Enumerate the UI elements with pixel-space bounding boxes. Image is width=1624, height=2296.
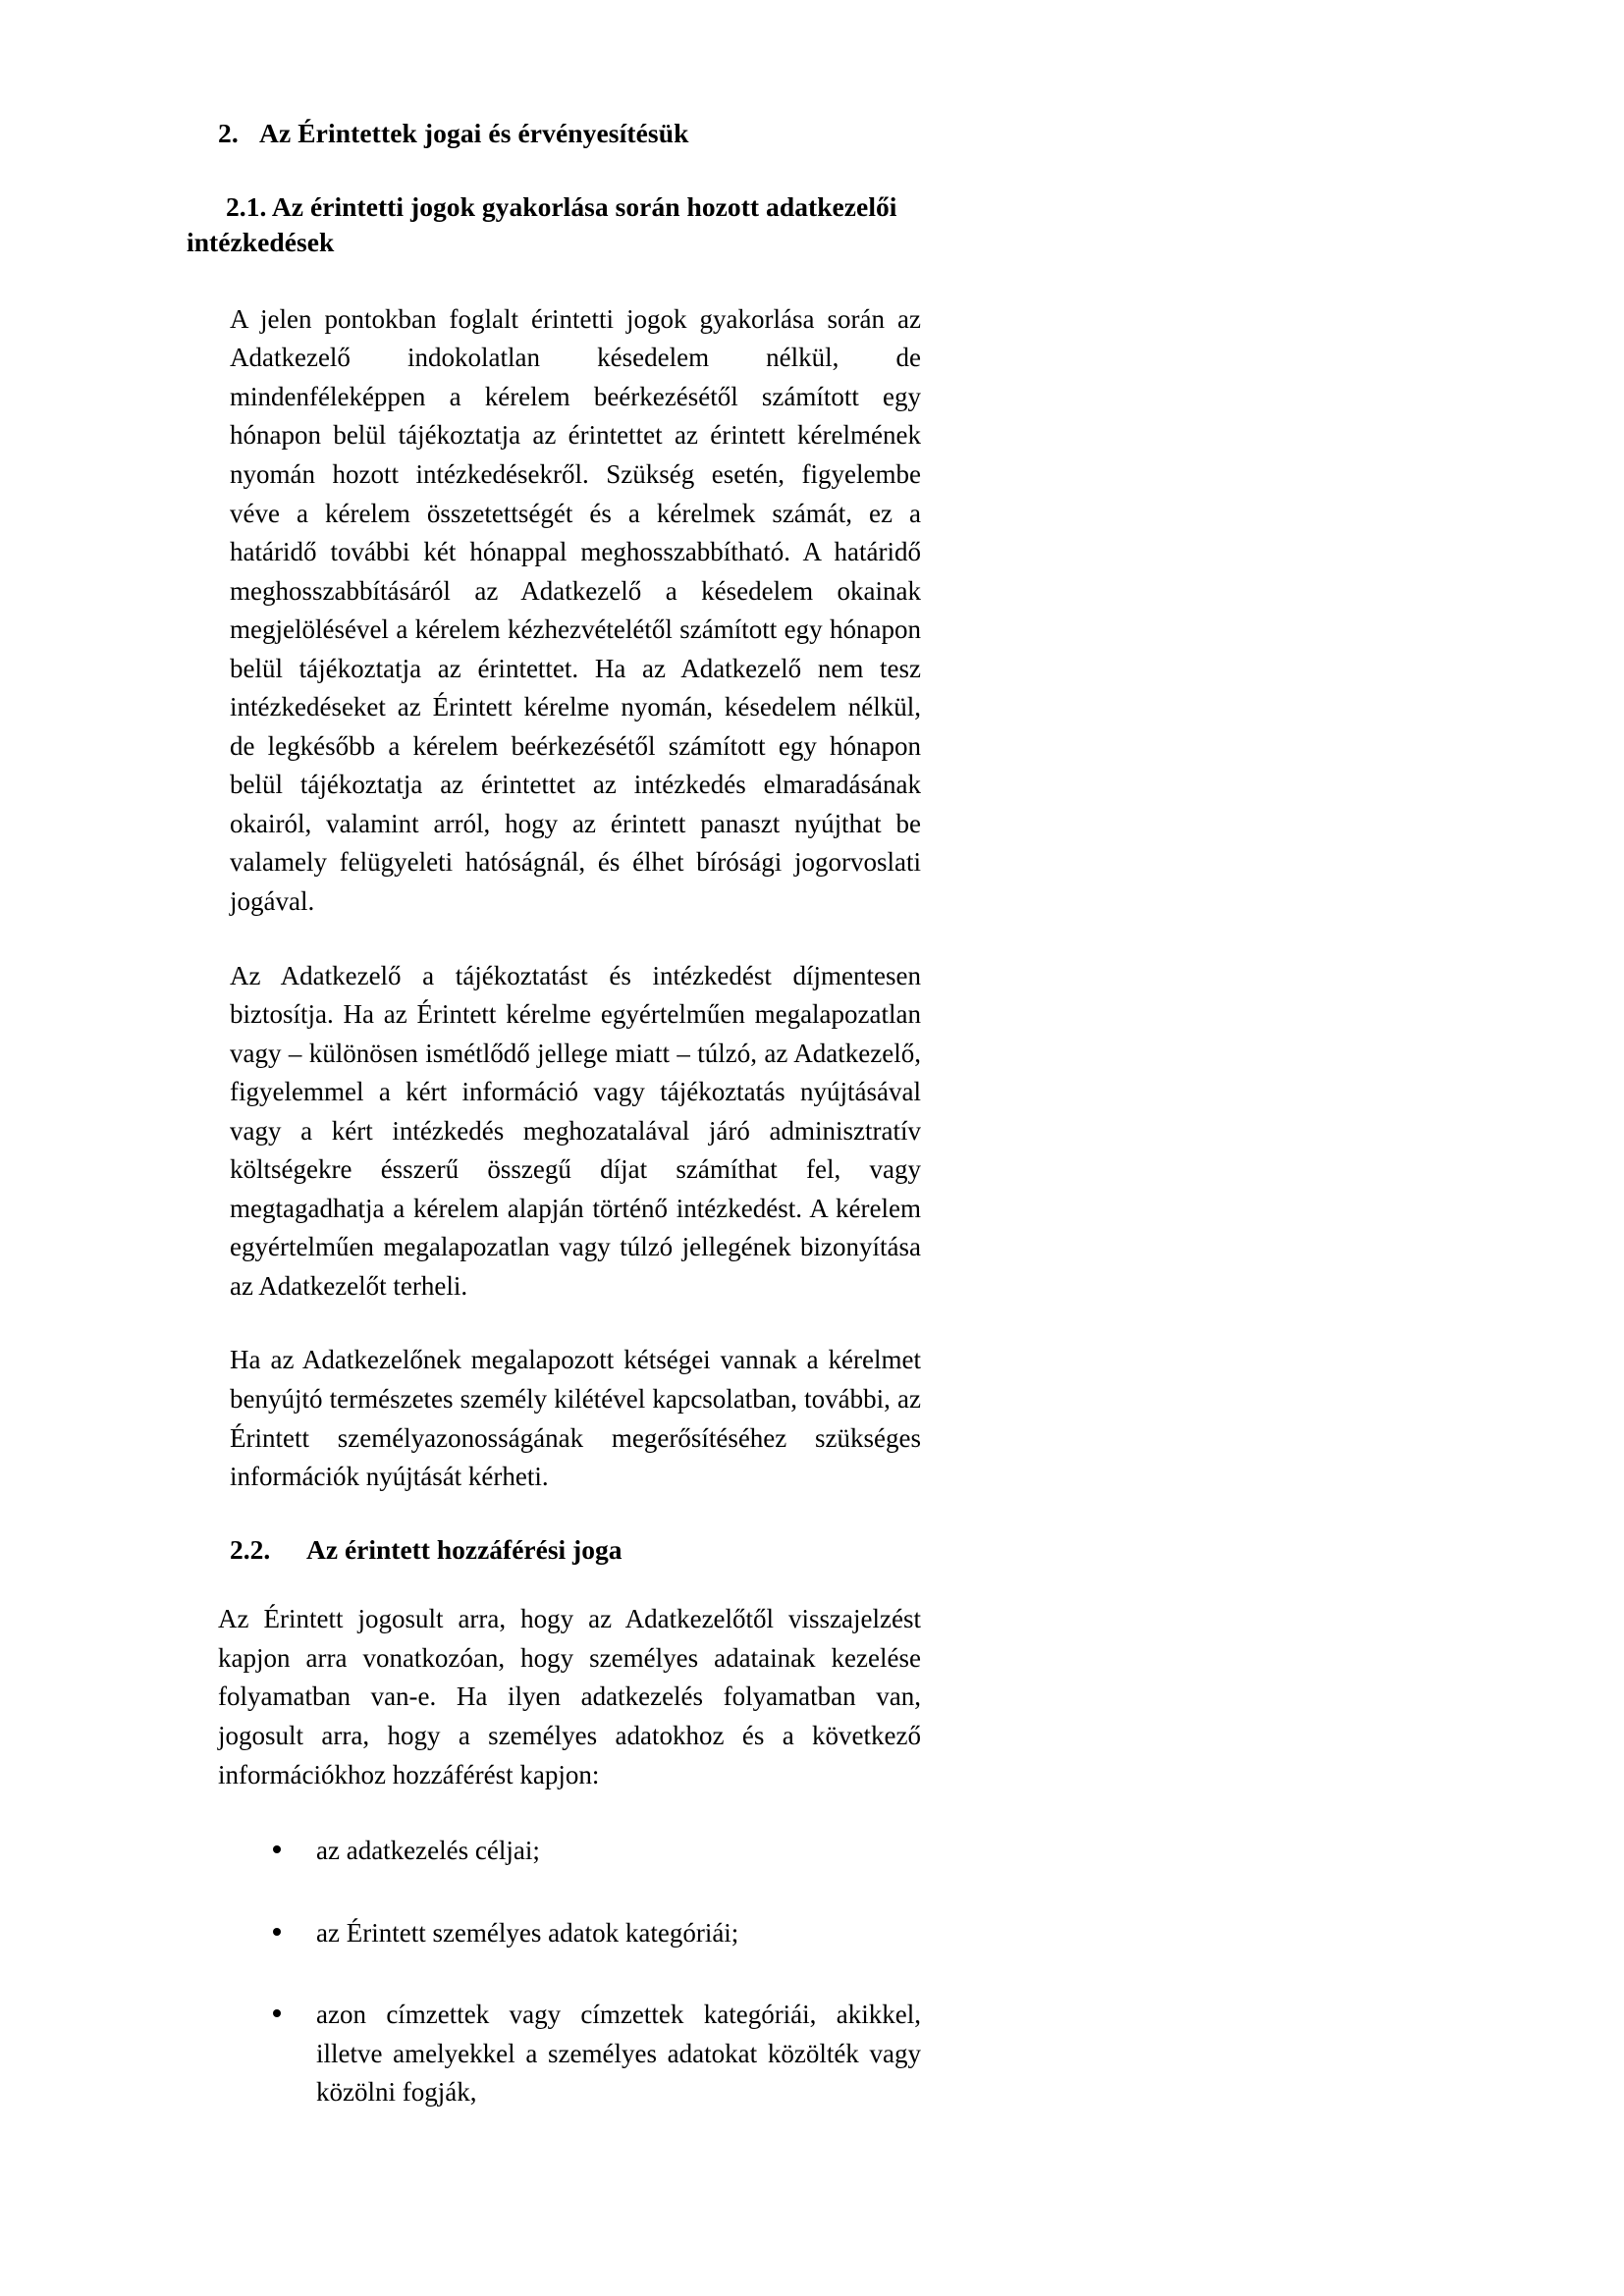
list-item	[218, 1832, 921, 1871]
section-number: 2.	[218, 118, 239, 148]
subsection-2-2-number: 2.2.	[230, 1533, 271, 1565]
section-heading	[218, 116, 921, 150]
paragraph: A jelen pontokban foglalt érintetti jogok gyakorlása során az Adatkezelő indokolatlan késedelem nélkül, de mindenféleképpen a kérelem beérkezésétől számított egy hónapon belül tájékoztatja az érintettet az érintett kérelmének nyomán hozott intézkedésekről. Szükség esetén, figyelembe véve a kérelem összetettségét és a kérelmek számát, ez a határidő további két hónappal meghosszabbítható. A határidő meghosszabbításáról az Adatkezelő a késedelem okainak megjelölésével a kérelem kézhezvételétől számított egy hónapon belül tájékoztatja az érintettet. Ha az Adatkezelő nem tesz intézkedéseket az Érintett kérelme nyomán, késedelem nélkül, de legkésőbb a kérelem beérkezésétől számított egy hónapon belül tájékoztatja az érintettet az intézkedés elmaradásának okairól, valamint arról, hogy az érintett panaszt nyújthat be valamely felügyeleti hatóságnál, és élhet bírósági jogorvoslati jogával.	[230, 303, 921, 916]
section-title: Az Érintettek jogai és érvényesítésük	[259, 118, 689, 148]
paragraph: Az Adatkezelő a tájékoztatást és intézkedést díjmentesen biztosítja. Ha az Érintett kérelme egyértelműen megalapozatlan vagy – különösen ismétlődő jellege miatt – túlzó, az Adatkezelő, figyelemmel a kért információ vagy tájékoztatás nyújtásával vagy a kért intézkedés meghozatalával járó adminisztratív költségekre ésszerű összegű díjat számíthat fel, vagy megtagadhatja a kérelem alapján történő intézkedést. A kérelem egyértelműen megalapozatlan vagy túlzó jellegének bizonyítása az Adatkezelőt terheli.	[230, 960, 921, 1301]
bullet-icon	[273, 1845, 281, 1853]
document-content	[187, 116, 921, 2112]
list-item	[218, 1996, 921, 2112]
subsection-2-1-heading: 2.1. Az érintetti jogok gyakorlása során hozott adatkezelői intézkedések	[187, 191, 897, 258]
list-item-label: azon címzettek vagy címzettek kategóriái, akikkel, illetve amelyekkel a személyes adatokat közölték vagy közölni fogják,	[316, 2000, 921, 2108]
access-rights-list	[218, 1832, 921, 2112]
paragraph: Ha az Adatkezelőnek megalapozott kétségei vannak a kérelmet benyújtó természetes személy kilétével kapcsolatban, további, az Érintett személyazonosságának megerősítéséhez szükséges információk nyújtását kérheti.	[230, 1345, 921, 1492]
bullet-icon	[273, 1928, 281, 1936]
bullet-icon	[273, 2009, 281, 2017]
list-item	[218, 1914, 921, 1953]
list-item-label: az Érintett személyes adatok kategóriái;	[316, 1917, 739, 1948]
paragraph: Az Érintett jogosult arra, hogy az Adatkezelőtől visszajelzést kapjon arra vonatkozóan, hogy személyes adatainak kezelése folyamatban van-e. Ha ilyen adatkezelés folyamatban van, jogosult arra, hogy a személyes adatokhoz és a következő információkhoz hozzáférést kapjon:	[218, 1604, 921, 1789]
list-item-label: az adatkezelés céljai;	[316, 1836, 540, 1866]
subsection-2-2-title: Az érintett hozzáférési joga	[306, 1533, 623, 1565]
subsection-2-2-heading	[218, 1532, 921, 1568]
